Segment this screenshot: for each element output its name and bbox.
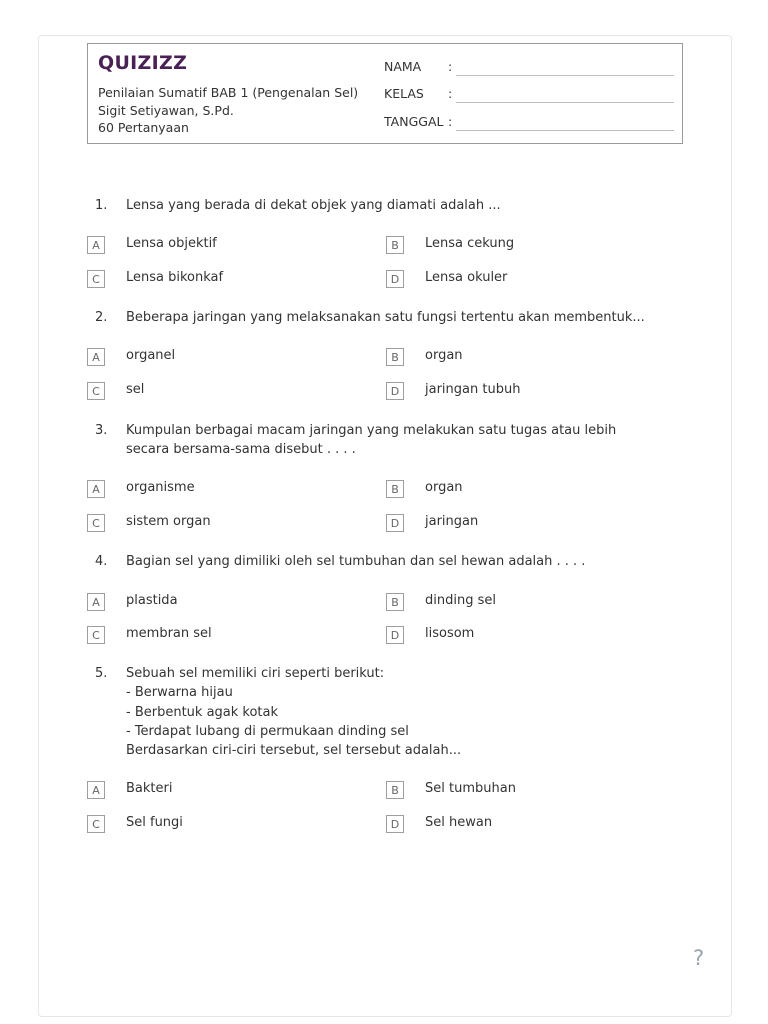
option-text: organ (425, 480, 463, 495)
question-text: Beberapa jaringan yang melaksanakan satu fungsi tertentu akan membentuk... (126, 310, 645, 325)
question-number: 2. (95, 310, 108, 325)
question-text (126, 664, 646, 760)
option-text: Bakteri (126, 781, 173, 796)
option-letter-box: D (386, 270, 404, 288)
option-text: jaringan (425, 514, 479, 529)
worksheet-header (87, 43, 683, 144)
option-text: Sel fungi (126, 815, 183, 830)
option-text: Lensa objektif (126, 236, 217, 251)
name-label: NAMA (384, 59, 422, 74)
option-letter-box: C (87, 514, 105, 532)
question-number: 4. (95, 554, 108, 569)
option-letter-box: B (386, 593, 404, 611)
option-letter-box: C (87, 626, 105, 644)
quizizz-logo: QUIZIZZ (98, 52, 188, 74)
option-letter-box: D (386, 815, 404, 833)
option-letter-box: B (386, 348, 404, 366)
option-letter-box: A (87, 480, 105, 498)
date-colon: : (448, 114, 453, 129)
option-text: Sel hewan (425, 815, 493, 830)
option-letter-box: A (87, 593, 105, 611)
option-text: plastida (126, 593, 178, 608)
option-letter-box: A (87, 236, 105, 254)
class-line (456, 102, 674, 103)
option-text: Sel tumbuhan (425, 781, 516, 796)
option-text: Lensa cekung (425, 236, 515, 251)
question-number: 1. (95, 198, 108, 213)
question-count: 60 Pertanyaan (98, 120, 189, 135)
option-text: dinding sel (425, 593, 496, 608)
date-label: TANGGAL (384, 114, 444, 129)
date-line (456, 130, 674, 131)
option-letter-box: C (87, 815, 105, 833)
question-text-line: - Berbentuk agak kotak (126, 704, 279, 720)
name-line (456, 75, 674, 76)
option-text: organel (126, 348, 176, 363)
option-letter-box: D (386, 514, 404, 532)
question-number: 5. (95, 666, 108, 681)
question-text-line: Berdasarkan ciri-ciri tersebut, sel tersebut adalah... (126, 743, 462, 759)
option-text: lisosom (425, 626, 475, 641)
question-text-line: - Terdapat lubang di permukaan dinding sel (126, 723, 409, 739)
option-text: organisme (126, 480, 195, 495)
option-letter-box: A (87, 781, 105, 799)
option-text: jaringan tubuh (425, 382, 521, 397)
option-text: Lensa bikonkaf (126, 270, 224, 285)
question-text: Lensa yang berada di dekat objek yang diamati adalah ... (126, 198, 501, 213)
option-text: sistem organ (126, 514, 211, 529)
question-number: 3. (95, 423, 108, 438)
question-text-line: - Berwarna hijau (126, 685, 233, 701)
option-letter-box: C (87, 270, 105, 288)
option-letter-box: B (386, 480, 404, 498)
option-letter-box: A (87, 348, 105, 366)
option-letter-box: C (87, 382, 105, 400)
help-question-icon[interactable]: ? (693, 946, 705, 970)
question-text: Bagian sel yang dimiliki oleh sel tumbuhan dan sel hewan adalah . . . . (126, 554, 586, 569)
option-text: sel (126, 382, 145, 397)
name-colon: : (448, 59, 453, 74)
quiz-title: Penilaian Sumatif BAB 1 (Pengenalan Sel) Sigit Setiyawan, S.Pd. (98, 85, 359, 118)
option-text: organ (425, 348, 463, 363)
option-letter-box: B (386, 236, 404, 254)
question-text: Kumpulan berbagai macam jaringan yang melakukan satu tugas atau lebih secara bersama-sama disebut . . . . (126, 423, 617, 458)
option-text: membran sel (126, 626, 212, 641)
option-text: Lensa okuler (425, 270, 508, 285)
question-text-line: Sebuah sel memiliki ciri seperti berikut: (126, 666, 385, 681)
option-letter-box: D (386, 626, 404, 644)
class-colon: : (448, 86, 453, 101)
option-letter-box: B (386, 781, 404, 799)
option-letter-box: D (386, 382, 404, 400)
class-label: KELAS (384, 86, 424, 101)
